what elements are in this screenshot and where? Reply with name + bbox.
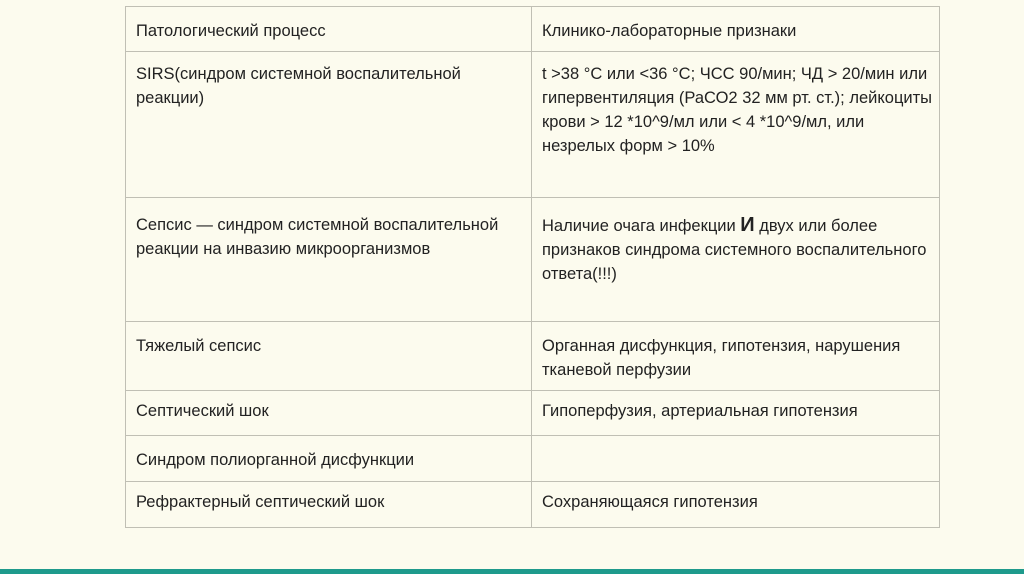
signs-emphasis: И (740, 214, 755, 236)
cell-signs: Органная дисфункция, гипотензия, нарушения тканевой перфузии (532, 322, 940, 391)
cell-process: Тяжелый сепсис (126, 322, 532, 391)
table-row (126, 322, 940, 391)
cell-process: Рефрактерный септический шок (126, 482, 532, 528)
signs-text-before: Наличие очага инфекции (542, 217, 741, 235)
header-signs: Клинико-лабораторные признаки (532, 7, 940, 52)
cell-signs: Гипоперфузия, артериальная гипотензия (532, 391, 940, 436)
cell-signs: Сохраняющаяся гипотензия (532, 482, 940, 528)
table-row (126, 391, 940, 436)
cell-process: Сепсис — синдром системной воспалительной реакции на инвазию микроорганизмов (126, 198, 532, 322)
cell-signs: t >38 °С или <36 °С; ЧСС 90/мин; ЧД > 20/мин или гипервентиляция (РаСО2 32 мм рт. ст.); лейкоциты крови > 12 *10^9/мл или < 4 *10^9/мл, или незрелых форм > 10% (532, 52, 940, 198)
table-header-row (126, 7, 940, 52)
cell-process: Септический шок (126, 391, 532, 436)
signs-text-after: двух или более признаков синдрома системного воспалительного ответа(!!!) (542, 217, 927, 283)
sepsis-table (125, 6, 940, 528)
table-row (126, 436, 940, 482)
table-row (126, 482, 940, 528)
cell-signs (532, 436, 940, 482)
header-process: Патологический процесс (126, 7, 532, 52)
cell-signs (532, 198, 940, 322)
accent-bar (0, 569, 1024, 574)
cell-process: SIRS(синдром системной воспалительной реакции) (126, 52, 532, 198)
table-row (126, 198, 940, 322)
table-row (126, 52, 940, 198)
cell-process: Синдром полиорганной дисфункции (126, 436, 532, 482)
